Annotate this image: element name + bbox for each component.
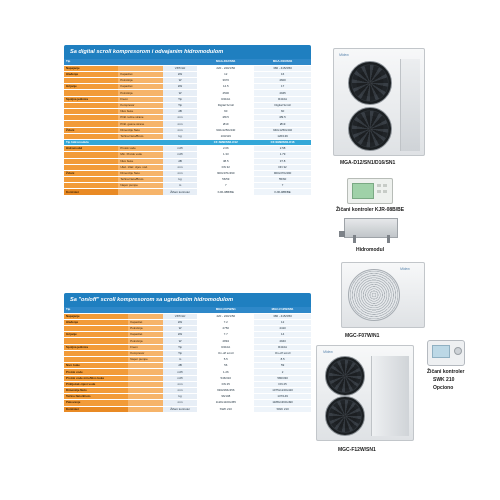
row-unit: dB: [163, 109, 198, 115]
caption-swk-line1: Žičani kontroler: [427, 369, 465, 375]
row-value-model-1: SWK 210: [197, 406, 254, 412]
row-value-model-2: 14: [254, 332, 311, 338]
row-value-model-2: 16: [254, 71, 311, 77]
row-value-model-1: 56/59: [197, 177, 254, 183]
row-unit: kW: [163, 319, 198, 325]
row-group: Protok vode min./Nivo buke: [64, 375, 128, 381]
row-value-model-1: 900x370x390: [197, 170, 254, 176]
mount-leg: [353, 235, 356, 243]
row-group: Žičani: [64, 127, 118, 133]
row-group: Grijanje: [64, 332, 128, 338]
row-group: Dimenzije Neto: [64, 387, 128, 393]
row-value-model-1: 3970: [197, 78, 254, 84]
row-group: Hidromodul: [64, 146, 118, 152]
row-unit: mm: [163, 115, 198, 121]
row-parameter: Protok vode: [118, 146, 162, 152]
row-value-model-1: Ø19: [197, 121, 254, 127]
row-value-model-2: DN 32: [254, 164, 311, 170]
row-group: Tip: [64, 59, 118, 65]
row-parameter: Potrošnja: [118, 90, 162, 96]
row-unit: mm: [163, 164, 198, 170]
row-unit: mm: [163, 387, 198, 393]
fan-icon: [325, 396, 365, 436]
row-parameter: Težina Neto/Bruto: [118, 133, 162, 139]
unit-casing: [341, 262, 425, 328]
row-parameter: Freon: [118, 96, 162, 102]
row-parameter: Dimenzije Neto: [118, 127, 162, 133]
row-value-model-1: DN 25: [197, 381, 254, 387]
row-unit: mm: [163, 170, 198, 176]
row-group: Tip: [64, 307, 128, 313]
row-unit: m³/h: [163, 146, 198, 152]
row-value-model-2: 37.8: [254, 158, 311, 164]
row-parameter: Kapacitet: [118, 71, 162, 77]
row-value-model-2: 17: [254, 84, 311, 90]
row-unit: kW: [163, 332, 198, 338]
row-value-model-1: Ø9.5: [197, 115, 254, 121]
row-value-model-1: R410A: [197, 344, 254, 350]
row-value-model-2: 380 - 415/3/50: [254, 65, 311, 71]
row-unit: kg: [163, 394, 198, 400]
row-group: Kontroler: [64, 189, 118, 195]
row-unit: W: [163, 78, 198, 84]
row-group: Hlađenje: [64, 71, 118, 77]
row-unit: dB: [163, 158, 198, 164]
row-unit: W: [163, 338, 198, 344]
row-value-model-2: 55/60: [254, 177, 311, 183]
row-unit: m: [163, 357, 198, 363]
caption-kjr: Žičani kontroler KJR-08B/BE: [336, 207, 405, 213]
outdoor-unit-f07-image: [341, 262, 425, 328]
row-value-model-2: 12: [254, 319, 311, 325]
row-unit: V/Ph/Hz: [163, 65, 198, 71]
controller-dial: [454, 347, 462, 355]
row-value-model-1: 994x966x356: [197, 387, 254, 393]
controller-button: [377, 190, 381, 193]
row-group: Spoljna jedinica: [64, 344, 128, 350]
unit-casing: [333, 48, 425, 156]
caption-swk-line2: SWK 210: [433, 377, 455, 383]
row-value-model-2: KJR-08B/BE: [254, 189, 311, 195]
row-unit: mm: [163, 127, 198, 133]
row-value-model-2: 940x1250x340: [254, 127, 311, 133]
row-parameter: Freon: [128, 344, 163, 350]
row-value-model-2: CF-SMB/SN1-D16: [254, 139, 311, 145]
caption-mga: MGA-D12/SN1/D16/SN1: [340, 160, 396, 166]
row-value-model-2: MGC-F12W/SN1: [254, 307, 311, 313]
row-value-model-2: R410A: [254, 344, 311, 350]
row-value-model-2: 59: [254, 363, 311, 369]
row-value-model-2: 7: [254, 183, 311, 189]
row-parameter: Napor pumpe: [118, 183, 162, 189]
row-value-model-1: DN 32: [197, 164, 254, 170]
row-value-model-1: 14.5: [197, 84, 254, 90]
row-value-model-1: 7.2: [197, 319, 254, 325]
row-parameter: Potrošnja: [128, 326, 163, 332]
row-value-model-2: SWK 210: [254, 406, 311, 412]
row-value-model-2: 4945: [254, 90, 311, 96]
row-unit: Žičani kontroler: [163, 406, 198, 412]
spec-row: [64, 189, 311, 195]
wired-controller-kjr-image: [347, 178, 393, 204]
row-group: Nivo buke: [64, 363, 128, 369]
row-value-model-2: 2: [254, 369, 311, 375]
row-value-model-1: 12: [197, 71, 254, 77]
spec-table-onoff: [64, 307, 311, 413]
row-value-model-1: Digital Scroll: [197, 102, 254, 108]
row-group: Pakovanje: [64, 400, 128, 406]
row-value-model-2: 4600: [254, 78, 311, 84]
fan-icon: [325, 356, 365, 396]
row-value-model-1: 7.7: [197, 332, 254, 338]
row-value-model-1: 2894: [197, 338, 254, 344]
caption-f07: MGC-F07W/N1: [345, 333, 380, 339]
row-unit: kg: [163, 133, 198, 139]
row-unit: Tip: [163, 102, 198, 108]
row-parameter: Kapacitet: [128, 332, 163, 338]
row-unit: kW: [163, 84, 198, 90]
row-unit: m: [163, 183, 198, 189]
row-value-model-2: 1075x1240x420: [254, 387, 311, 393]
controller-button: [383, 190, 387, 193]
row-parameter: Težina Neto/Bruto: [118, 177, 162, 183]
row-unit: V/Ph/Hz: [163, 313, 198, 319]
row-unit: m³/h: [163, 375, 198, 381]
fan-grille-icon: [348, 269, 400, 321]
row-parameter: Kompresor: [128, 350, 163, 356]
row-group: Težina Neto/Bruto: [64, 394, 128, 400]
row-parameter: Prikl. tečne strane: [118, 115, 162, 121]
row-unit: Žičani kontroler: [163, 189, 198, 195]
row-value-model-1: 96/108: [197, 394, 254, 400]
caption-f12: MGC-F12W/SN1: [338, 447, 376, 453]
row-value-model-1: 940x1250x340: [197, 127, 254, 133]
row-parameter: [118, 189, 162, 195]
row-unit: W: [163, 326, 198, 332]
row-value-model-1: 38.5: [197, 158, 254, 164]
row-value-model-2: 126/139: [254, 133, 311, 139]
row-unit: Tip: [163, 350, 198, 356]
fan-icon: [348, 107, 392, 151]
outdoor-unit-mga-image: [333, 48, 425, 156]
row-group: Hlađenje: [64, 319, 128, 325]
row-parameter: Ulaz. izlaz. cijev. vod.: [118, 164, 162, 170]
row-group: Priključak cijevi vode: [64, 381, 128, 387]
caption-swk-line3: Opciono: [433, 385, 454, 391]
row-parameter: Napor pumpe: [128, 357, 163, 363]
row-unit: m³/h: [163, 369, 198, 375]
row-value-model-1: 56: [197, 363, 254, 369]
row-parameter: Potrošnja: [118, 78, 162, 84]
row-parameter: Potrošnja: [128, 338, 163, 344]
row-unit: Tip: [163, 344, 198, 350]
brand-logo: Midea: [339, 53, 349, 57]
mount-leg: [387, 235, 390, 243]
row-unit: Tip: [163, 96, 198, 102]
unit-casing: [316, 345, 414, 441]
hydromodule-image: [344, 218, 398, 238]
row-value-model-2: 1188x1360x490: [254, 400, 311, 406]
controller-screen: [352, 183, 374, 199]
spec-section-digital-scroll: [64, 45, 311, 280]
row-value-model-1: 4500: [197, 90, 254, 96]
pipe-connector: [339, 231, 345, 237]
row-parameter: Prikl. gasne strane: [118, 121, 162, 127]
brand-logo: Midea: [323, 350, 333, 354]
row-group: Napajanje: [64, 65, 118, 71]
row-value-model-1: 546/316: [197, 375, 254, 381]
row-unit: kW: [163, 71, 198, 77]
row-value-model-2: 900x370x390: [254, 170, 311, 176]
row-value-model-2: DN 25: [254, 381, 311, 387]
row-group: Grijanje: [64, 84, 118, 90]
row-value-model-2: Ø19: [254, 121, 311, 127]
spec-table-digital: [64, 59, 311, 196]
row-group: Protok vode: [64, 369, 128, 375]
side-panel: [400, 59, 420, 151]
row-parameter: Dimenzije Neto: [118, 170, 162, 176]
controller-button: [377, 184, 381, 187]
row-value-model-2: 8.5: [254, 357, 311, 363]
controller-button: [383, 184, 387, 187]
spec-section-onoff-scroll: [64, 293, 311, 483]
row-value-model-1: R410A: [197, 96, 254, 102]
row-value-model-2: R410A: [254, 96, 311, 102]
row-value-model-2: 580/330: [254, 375, 311, 381]
row-value-model-1: MGC-F07W/N1: [197, 307, 254, 313]
row-value-model-2: Ø9.5: [254, 115, 311, 121]
row-unit: mm: [163, 381, 198, 387]
row-value-model-1: KJR-08B/BE: [197, 189, 254, 195]
row-value-model-2: 1.79: [254, 152, 311, 158]
row-value-model-1: 1120x1100x455: [197, 400, 254, 406]
row-value-model-1: 1.33: [197, 152, 254, 158]
row-unit: dB: [163, 363, 198, 369]
row-value-model-1: 7: [197, 183, 254, 189]
row-group: Žičani: [64, 170, 118, 176]
row-unit: m³/h: [163, 152, 198, 158]
row-value-model-2: 137/149: [254, 394, 311, 400]
row-value-model-2: 60: [254, 109, 311, 115]
row-unit: kg: [163, 177, 198, 183]
row-parameter: Kapacitet: [118, 84, 162, 90]
row-value-model-1: 60: [197, 109, 254, 115]
row-parameter: Nivo buke: [118, 158, 162, 164]
brand-logo: Midea: [400, 267, 410, 271]
row-value-model-1: 2750: [197, 326, 254, 332]
row-value-model-1: 2.06: [197, 146, 254, 152]
row-group: Kontroler: [64, 406, 128, 412]
row-unit: W: [163, 90, 198, 96]
row-group: Spoljna jedinica: [64, 96, 118, 102]
row-group: Tip hidromodula: [64, 139, 118, 145]
row-value-model-1: On-off scroll: [197, 350, 254, 356]
row-value-model-1: CF-SMB/SN1-D12: [197, 139, 254, 145]
row-value-model-1: 5.5: [197, 357, 254, 363]
row-parameter: [128, 406, 163, 412]
spec-row: [64, 406, 311, 412]
row-value-model-2: 380 - 415/3/50: [254, 313, 311, 319]
outdoor-unit-f12-image: [316, 345, 414, 441]
side-panel: [371, 356, 409, 436]
row-parameter: Kompresor: [118, 102, 162, 108]
row-value-model-1: 220 - 240/1/50: [197, 313, 254, 319]
row-value-model-1: 220 - 240/1/50: [197, 65, 254, 71]
row-value-model-1: MGA-D12/SN1: [197, 59, 254, 65]
row-value-model-1: 1.26: [197, 369, 254, 375]
caption-hydromodule: Hidromodul: [356, 247, 385, 253]
row-value-model-2: 2.58: [254, 146, 311, 152]
row-unit: mm: [163, 400, 198, 406]
section-title: Sa digital scroll kompresorom i odvajanim hidromodulom: [64, 45, 311, 59]
row-value-model-2: 4410: [254, 326, 311, 332]
row-value-model-2: Digital Scroll: [254, 102, 311, 108]
row-value-model-2: On-off scroll: [254, 350, 311, 356]
fan-icon: [348, 61, 392, 105]
row-parameter: Nivo buke: [118, 109, 162, 115]
section-title: Sa "on/off" scroll kompresorom sa ugrađenim hidromodulom: [64, 293, 311, 307]
controller-screen: [432, 345, 450, 358]
row-value-model-2: MGA-D16/SN1: [254, 59, 311, 65]
row-unit: mm: [163, 121, 198, 127]
row-parameter: Min. Protok vode: [118, 152, 162, 158]
row-group: Napajanje: [64, 313, 128, 319]
row-value-model-1: 103/119: [197, 133, 254, 139]
row-value-model-2: 4943: [254, 338, 311, 344]
wired-controller-swk-image: [427, 340, 465, 366]
row-parameter: Kapacitet: [128, 319, 163, 325]
